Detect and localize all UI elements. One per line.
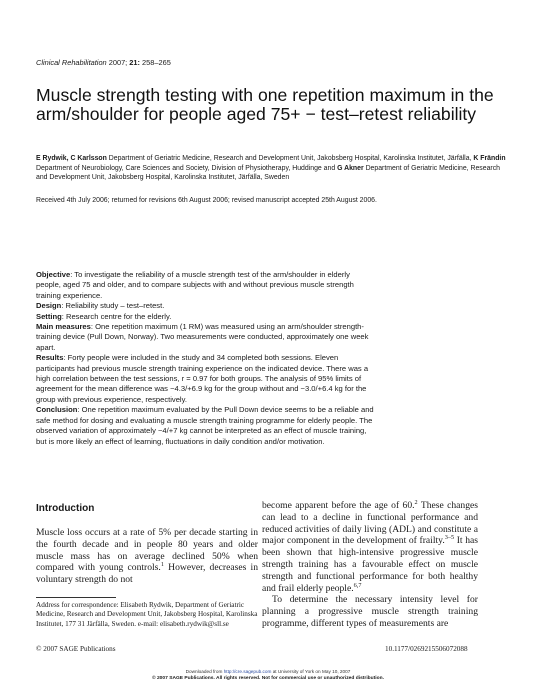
abstract-setting-label: Setting [36,311,62,321]
citation-ref: 1 [160,561,164,569]
author-affiliation-3: Department of Geriatric Medicine, Research and Development Unit, Jakobsberg Hospital, Karolinska Institutet, Järfälla, Sweden [36,164,500,182]
author-block [36,154,512,183]
article-title: Muscle strength testing with one repetition maximum in the arm/shoulder for people aged 75+ − test–retest reliability [36,85,494,124]
download-notice [0,669,536,674]
citation-ref: 6,7 [353,581,362,589]
journal-year: 2007; [108,58,128,67]
author-and: and [323,164,336,172]
author-names-3: G Akner [337,164,364,172]
abstract-measures-label: Main measures [36,322,91,332]
abstract-results [36,353,376,405]
journal-name: Clinical Rehabilitation [36,58,107,67]
journal-pages: 258–265 [142,58,171,67]
abstract-objective-label: Objective [36,270,71,279]
abstract-conclusion-label: Conclusion [36,405,78,415]
download-prefix: Downloaded from [185,669,223,674]
body-paragraph: To determine the necessary intensity level for planning a progressive muscle strength training programme, different types of measurements are [262,594,478,629]
abstract-design-text: : Reliability study – test–retest. [61,301,165,311]
copyright-notice: © 2007 SAGE Publications [36,645,116,653]
abstract-setting-text: : Research centre for the elderly. [61,311,172,321]
rights-notice: © 2007 SAGE Publications. All rights reserved. Not for commercial use or unauthorized distribution. [152,676,384,681]
body-text: These changes can lead to a decline in functional performance and reduced activities of daily living (ADL) and constitute a major component in the development of frailty. [262,500,479,547]
journal-reference [36,58,171,67]
doi: 10.1177/0269215506072088 [385,645,468,653]
abstract-objective-text: : To investigate the reliability of a muscle strength test of the arm/shoulder in elderly people, aged 75 and older, and to compare subjects with and without previous muscle strength training experience. [36,270,354,300]
abstract-measures-text: : One repetition maximum (1 RM) was measured using an arm/shoulder strength-training device (Pull Down, Norway). Two measurements were conducted, approximately one week apart. [36,322,369,352]
correspondence-footnote: Address for correspondence: Elisabeth Rydwik, Department of Geriatric Medicine, Research and Development Unit, Jakobsberg Hospital, Karolinska Institutet, 177 31 Järfälla, Sweden. e-mail: elisabeth.rydwik@sll.se [36,601,258,628]
abstract-objective [36,270,376,301]
received-dates: Received 4th July 2006; returned for revisions 6th August 2006; revised manuscript accepted 25th August 2006. [36,197,377,204]
abstract-design-label: Design [36,301,62,311]
abstract-conclusion [36,405,376,447]
body-text: However, decreases in voluntary strength do not [36,562,258,586]
abstract-measures [36,322,376,353]
citation-ref: 2 [414,498,418,506]
citation-ref: 3–5 [444,534,455,542]
body-paragraph [262,500,478,594]
body-text: It has been shown that high-intensive progressive muscle strength training has a favourable effect on muscle strength and functional performance for both healthy and frail elderly people. [262,535,479,594]
body-column-left [36,527,258,586]
download-suffix: at University of York on May 10, 2007 [272,669,351,674]
abstract-conclusion-text: : One repetition maximum evaluated by the Pull Down device seems to be a reliable and safe method for dosing and evaluating a muscle strength training programme for elderly people. The observed variation of approximately −4/+7 kg cannot be interpreted as an effect of muscle training, but is more likely an effect of learning, fluctuations in daily condition and/or motivation. [36,405,374,446]
body-paragraph [36,527,258,586]
author-names-1: E Rydwik, C Karlsson [36,155,107,162]
abstract-setting [36,312,376,322]
abstract-results-text: : Forty people were included in the study and 34 completed both sessions. Eleven participants had previous muscle strength training experience on the indicated device. There was a high correlation between the test sessions, r = 0.97 for both groups. The analysis of 95% limits of agreement for the mean difference was −4.3/+6.9 kg for the group without and −3.0/+6.4 kg for the group with previous experience, respectively. [36,353,369,404]
author-affiliation-1: Department of Geriatric Medicine, Research and Development Unit, Jakobsberg Hospital, Karolinska Institutet, Järfälla, [108,155,472,162]
journal-volume: 21: [129,58,140,67]
body-text: become apparent before the age of 60. [262,500,415,511]
abstract [36,270,376,447]
section-heading-introduction: Introduction [36,503,95,514]
abstract-design [36,301,376,311]
footnote-divider [36,597,116,598]
author-names-2: K Frändin [473,155,506,162]
author-affiliation-2: Department of Neurobiology, Care Sciences and Society, Division of Physiotherapy, Huddinge [36,164,322,172]
body-text: Muscle loss occurs at a rate of 5% per decade starting in the fourth decade and in people 80 years and older muscle mass has on average declined 50% when compared with young controls. [36,527,258,574]
abstract-results-label: Results [36,353,64,363]
download-link[interactable]: http://cre.sagepub.com [223,669,272,674]
body-column-right [262,500,478,630]
